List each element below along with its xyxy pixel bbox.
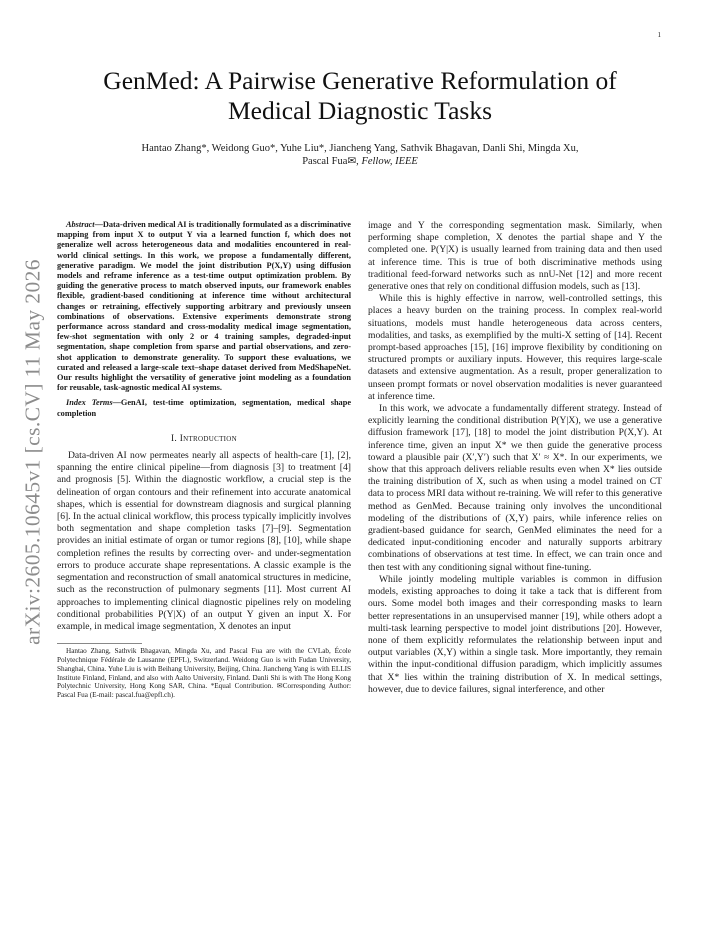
left-column bbox=[57, 220, 351, 700]
index-terms-lead: Index Terms— bbox=[66, 398, 121, 408]
author-line-1: Hantao Zhang*, Weidong Guo*, Yuhe Liu*, Jiancheng Yang, Sathvik Bhagavan, Danli Shi, Mingda Xu, bbox=[141, 143, 579, 154]
section-heading-introduction: I. Introduction bbox=[171, 433, 237, 444]
right-column bbox=[368, 220, 662, 696]
index-terms-body: GenAI, test-time optimization, segmentation, medical shape completion bbox=[57, 398, 352, 418]
author-list bbox=[80, 142, 640, 168]
index-terms bbox=[57, 398, 351, 418]
body-paragraph: While this is highly effective in narrow, well-controlled settings, this places a heavy burden on the training process. In complex real-world situations, models must handle heterogeneous data across centers, modalities, and tasks, as exemplified by the multi-X setting of [14]. Recent prompt-based approaches [15], [16] improve flexibility by conditioning on structured prompts or auxiliary inputs. However, this requires large-scale datasets and extensive augmentation. As a result, proper generalization to unseen prompt formats or novel observation modalities is never guaranteed at inference time. bbox=[368, 293, 662, 402]
body-paragraph: While jointly modeling multiple variables is common in diffusion models, existing approaches to doing it take a tack that is different from ours. Some model both images and their corresponding masks to learn better representations in an unsupervised manner [19], while others adopt a multi-task learning perspective to model joint distributions [20]. However, none of them explicitly reformulates the relationship between input and output variables (X,Y) within a single task. More importantly, they remain within the input-conditional diffusion paradigm, which implicitly assumes that X* lies within the training distribution of X. In medical settings, however, due to device failures, signal interference, and other bbox=[368, 573, 662, 695]
arxiv-identifier-margin bbox=[14, 224, 52, 680]
intro-paragraph: Data-driven AI now permeates nearly all aspects of health-care [1], [2], spanning the entire clinical pipeline—from diagnosis [3] to treatment [4] and prognosis [5]. Within the diagnostic workflow, a crucial step is the delineation of organ contours and their refinement into accurate anatomical shapes, which is essential for downstream diagnosis and surgical planning [6]. In the actual clinical workflow, this process typically implicitly involves both segmentation and shape completion tasks [7]–[9]. Segmentation provides an initial estimate of organ or tumor regions [8], [10], while shape completion refines the results by correcting over- and under-segmentation errors to produce accurate shape representations. A classic example is the segmentation and reconstruction of small anatomical structures in medicine, such as the reconstruction of pulmonary segments [11]. Most current AI approaches to implementing clinical diagnostic pipelines rely on modeling conditional probabilities P(Y|X) of an output Y given an input X. For example, in medical image segmentation, X denotes an input bbox=[57, 450, 351, 632]
abstract bbox=[57, 220, 351, 393]
author-line-2 bbox=[80, 155, 640, 168]
author-pascal-fua: Pascal Fua✉, bbox=[302, 156, 359, 167]
arxiv-identifier: arXiv:2605.10645v1 [cs.CV] 11 May 2026 bbox=[20, 259, 45, 645]
abstract-body: Data-driven medical AI is traditionally formulated as a discriminative mapping from input X to output Y via a learned function f, which does not generalize well across heterogeneous data and modalities encountered in real-world clinical settings. In this work, we propose a fundamentally different, generative paradigm. We model the joint distribution P(X,Y) using diffusion models and reframe inference as a test-time output optimization problem. By guiding the generative process to match observed inputs, our framework enables flexible, gradient-based conditioning at inference time without architectural changes or retraining, effectively supporting arbitrary and previously unseen combinations of observations. Extensive experiments demonstrate strong performance across standard and cross-modality medical image segmentation, few-shot segmentation with only 2 or 4 training samples, degraded-input segmentation, shape completion from sparse and partial observations, and zero-shot application to demonstrate generality. To support these evaluations, we curated and released a large-scale text–shape dataset derived from MedShapeNet. Our results highlight the versatility of generative joint modeling as a foundation for reusable, task-agnostic medical AI systems. bbox=[57, 220, 351, 393]
body-paragraph: image and Y the corresponding segmentation mask. Similarly, when performing shape completion, X denotes the partial shape and Y the completed one. P(Y|X) is usually learned from training data and then used at inference time. This is true of both discriminative methods using traditional feed-forward networks such as nnU-Net [12] and more recent generative ones that rely on conditional diffusion models, such as [13]. bbox=[368, 220, 662, 293]
abstract-lead: Abstract— bbox=[66, 220, 103, 229]
body-paragraph: In this work, we advocate a fundamentally different strategy. Instead of explicitly learning the conditional distribution P(Y|X), we use a generative diffusion framework [17], [18] to model the joint distribution P(X,Y). At inference time, given an input X* we then guide the generative process toward a plausible pair (X′,Y′) such that X′ ≈ X*. In our experiments, we show that this approach delivers reliable results even when X* lies outside the training distribution of X, such as when using a model trained on CT data to process MRI data without re-training. We will refer to this generative method as GenMed. Because training only involves the unconditional modeling of the distributions of (X,Y) pairs, while inference relies on gradient-based guidance for search, GenMed eliminates the need for a dedicated input-conditioning encoder and naturally supports arbitrary combinations of observations at test time. In effect, we can train once and then test with any conditioning signal without fine-tuning. bbox=[368, 403, 662, 573]
paper-title: GenMed: A Pairwise Generative Reformulation of Medical Diagnostic Tasks bbox=[103, 66, 617, 125]
author-role: Fellow, IEEE bbox=[361, 156, 418, 167]
page-number: 1 bbox=[657, 31, 661, 39]
footnote-rule bbox=[57, 643, 142, 644]
affiliation-footnote: Hantao Zhang, Sathvik Bhagavan, Mingda Xu, and Pascal Fua are with the CVLab, École Polytechnique Fédérale de Lausanne (EPFL), Switzerland. Weidong Guo is with Fudan University, Shanghai, China. Yuhe Liu is with Beihang University, Beijing, China. Jiancheng Yang is with ELLIS Institute Finland, Finland, and also with Aalto University, Finland. Danli Shi is with The Hong Kong Polytechnic University, Hong Kong SAR, China. *Equal Contribution. ✉Corresponding Author: Pascal Fua (E-mail: pascal.fua@epfl.ch). bbox=[57, 647, 351, 700]
